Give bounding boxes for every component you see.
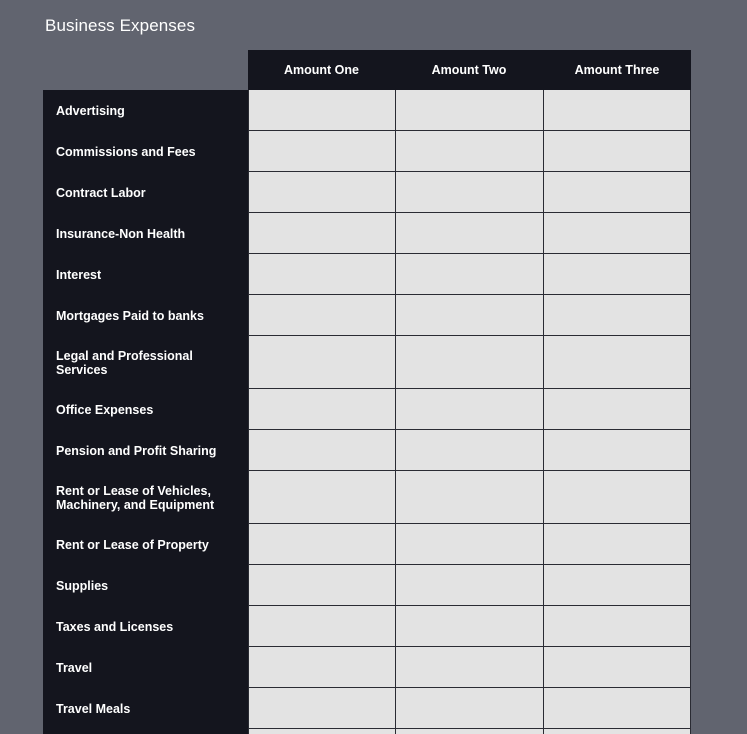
amount-cell-3[interactable] [543,524,691,565]
row-label: Supplies [43,565,248,606]
column-header-amount-two: Amount Two [395,50,543,90]
amount-cell-3[interactable] [543,213,691,254]
amount-cell-1[interactable] [248,254,395,295]
amount-cell-1[interactable] [248,90,395,131]
row-label [43,729,248,734]
row-label: Advertising [43,90,248,131]
row-label: Pension and Profit Sharing [43,430,248,471]
table-corner [43,50,248,90]
amount-cell-2[interactable] [395,565,543,606]
row-label: Office Expenses [43,389,248,430]
amount-cell-3[interactable] [543,688,691,729]
row-label: Interest [43,254,248,295]
page-title: Business Expenses [45,16,196,35]
amount-cell-2[interactable] [395,295,543,336]
amount-cell-3[interactable] [543,131,691,172]
amount-cell-1[interactable] [248,430,395,471]
amount-cell-3[interactable] [543,389,691,430]
amount-cell-3[interactable] [543,430,691,471]
row-label: Contract Labor [43,172,248,213]
amount-cell-2[interactable] [395,336,543,389]
expenses-table [43,50,691,734]
amount-cell-1[interactable] [248,471,395,524]
amount-cell-3[interactable] [543,471,691,524]
amount-cell-2[interactable] [395,471,543,524]
row-label: Insurance-Non Health [43,213,248,254]
row-label: Legal and Professional Services [43,336,248,389]
amount-cell-2[interactable] [395,647,543,688]
amount-cell-1[interactable] [248,131,395,172]
amount-cell-2[interactable] [395,389,543,430]
amount-cell-2[interactable] [395,688,543,729]
row-label: Mortgages Paid to banks [43,295,248,336]
amount-cell-1[interactable] [248,336,395,389]
amount-cell-3[interactable] [543,295,691,336]
amount-cell-2[interactable] [395,430,543,471]
amount-cell-1[interactable] [248,729,395,734]
amount-cell-2[interactable] [395,172,543,213]
row-label: Taxes and Licenses [43,606,248,647]
column-header-amount-three: Amount Three [543,50,691,90]
amount-cell-3[interactable] [543,606,691,647]
amount-cell-1[interactable] [248,565,395,606]
amount-cell-3[interactable] [543,336,691,389]
amount-cell-1[interactable] [248,647,395,688]
amount-cell-1[interactable] [248,389,395,430]
amount-cell-3[interactable] [543,254,691,295]
row-label: Travel Meals [43,688,248,729]
amount-cell-2[interactable] [395,131,543,172]
row-label: Rent or Lease of Vehicles, Machinery, and Equipment [43,471,248,524]
amount-cell-2[interactable] [395,524,543,565]
row-label: Travel [43,647,248,688]
amount-cell-2[interactable] [395,606,543,647]
amount-cell-1[interactable] [248,213,395,254]
row-label: Commissions and Fees [43,131,248,172]
amount-cell-1[interactable] [248,295,395,336]
amount-cell-3[interactable] [543,647,691,688]
column-header-amount-one: Amount One [248,50,395,90]
amount-cell-2[interactable] [395,90,543,131]
amount-cell-3[interactable] [543,90,691,131]
amount-cell-3[interactable] [543,172,691,213]
amount-cell-1[interactable] [248,688,395,729]
row-label: Rent or Lease of Property [43,524,248,565]
amount-cell-1[interactable] [248,606,395,647]
amount-cell-3[interactable] [543,565,691,606]
amount-cell-2[interactable] [395,729,543,734]
amount-cell-1[interactable] [248,524,395,565]
amount-cell-2[interactable] [395,254,543,295]
amount-cell-1[interactable] [248,172,395,213]
amount-cell-3[interactable] [543,729,691,734]
amount-cell-2[interactable] [395,213,543,254]
